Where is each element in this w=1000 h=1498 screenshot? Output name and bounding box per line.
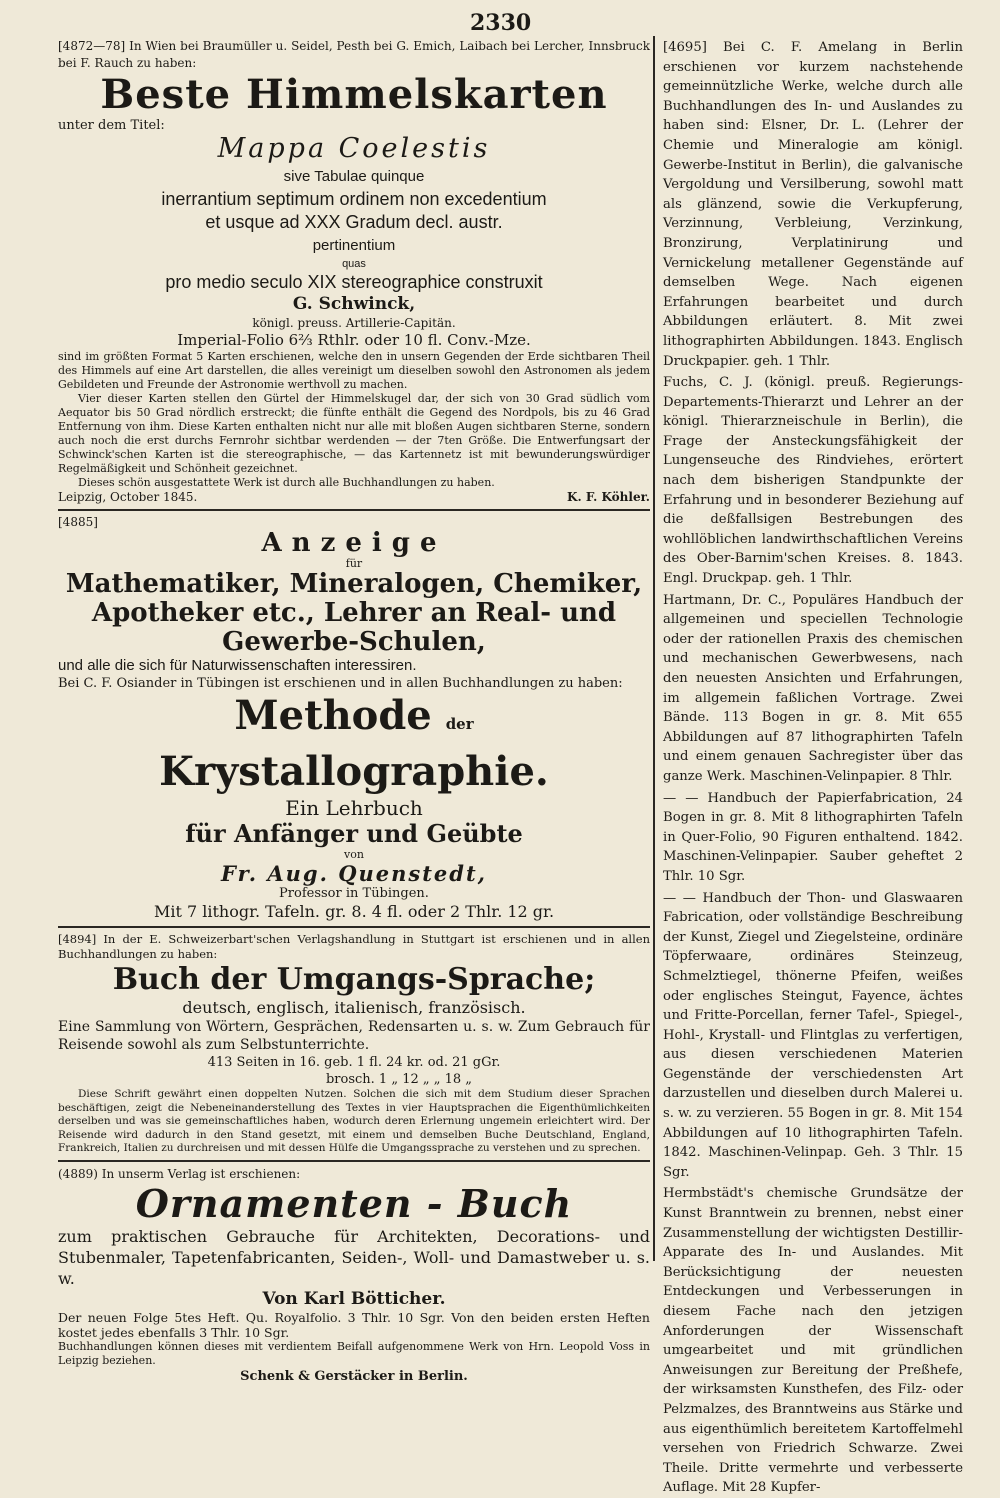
book-title-part: Krystallographie. [159,748,549,795]
ad-himmelskarten [58,38,650,505]
book-description: zum praktischen Gebrauche für Architekten, Decorations- und Stubenmaler, Tapetenfabricanten, Seiden-, Woll- und Damastweber u. s. w. [58,1226,650,1288]
ad-audience: Gewerbe-Schulen, [222,627,486,657]
listing-hartmann: Hartmann, Dr. C., Populäres Handbuch der allgemeinen und speciellen Technologie oder der rationellen Praxis des chemischen und mechanischen Gewerbwesens, nach den neuesten Ansichten und Erfahrungen, im allgemein faßlichen Vortrage. Zwei Bände. 113 Bogen in gr. 8. Mit 655 Abbildungen auf 87 lithographirten Tafeln und einem genauen Sachregister über das ganze Werk. Maschinen-Velinpapier. 8 Thlr. [663,592,963,784]
ad-audience-note: und alle die sich für Naturwissenschaften interessiren. [58,657,417,674]
ad-ref: [4872—78] [58,39,126,53]
ad-line: pro medio seculo XIX stereographice construxit [165,272,543,292]
ad-intro: In der E. Schweizerbart'schen Verlagshandlung in Stuttgart ist erschienen und in allen Buchhandlungen zu haben: [58,932,651,961]
ad-fuer: für [345,557,363,570]
book-price: 413 Seiten in 16. geb. 1 fl. 24 kr. od. 21 gGr. [207,1055,501,1070]
ad-ref: [4894] [58,932,97,946]
listing-fuchs: Fuchs, C. J. (königl. preuß. Regierungs-Departements-Thierarzt und Lehrer an der königl. Thierarzneischule in Berlin), die Frage der Ansteckungsfähigkeit der Lungenseuche des Rindviehes, erörtert nach dem bisherigen Standpunkte der Erfahrung und in besonderer Beziehung auf die deßfallsigen Bestrebungen des wohllöblichen landwirthschaftlichen Vereins des Ober-Barnim'schen Kreises. 8. 1843. Engl. Druckpap. geh. 1 Thlr. [663,375,963,587]
book-price: brosch. 1 „ 12 „ „ 18 „ [325,1072,473,1087]
ad-price: Imperial-Folio 6⅔ Rthlr. oder 10 fl. Conv.-Mze. [177,331,531,349]
listing-papierfabrication: — — Handbuch der Papierfabrication, 24 Bogen in gr. 8. Mit 8 lithographirten Tafeln in Quer-Folio, 90 Figuren enthaltend. 1842. Maschinen-Velinpapier. Sauber geheftet 2 Thlr. 10 Sgr. [663,790,963,884]
ad-author: G. Schwinck, [292,294,416,314]
listing-hermbstaedt: Hermbstädt's chemische Grundsätze der Kunst Branntwein zu brennen, nebst einer Zusammenstellung der wichtigsten Destillir-Apparate des In- und Auslandes. Mit Berücksichtigung der neuesten Entdeckungen und Verbesserungen in diesem Fache nach den jetzigen Anforderungen der Wissenschaft umgearbeitet und mit gründlichen Anweisungen zur Bereitung der Preßhefe, der wirksamsten Kunsthefen, des Filz- oder Pelzmalzes, des Branntweins aus Stärke und aus eigenthümlich bereitetem Kartoffelmehl versehen von Friedrich Schwarze. Zwei Theile. Dritte vermehrte und verbesserte Auflage. Mit 28 Kupfer- [663,1186,963,1496]
book-title-der: der [445,715,474,733]
book-subtitle: Ein Lehrbuch [285,796,423,820]
book-subtitle: für Anfänger und Geübte [185,819,523,848]
book-author: Von Karl Bötticher. [262,1288,446,1309]
ad-line: sive Tabulae quinque [283,168,425,185]
book-von: von [344,848,364,861]
column-divider [653,36,655,1261]
ad-line: inerrantium septimum ordinem non excedentium [161,189,547,209]
ad-body: Buchhandlungen können dieses mit verdientem Beifall aufgenommene Werk von Hrn. Leopold Voss in Leipzig beziehen. [58,1339,650,1367]
ad-rank: königl. preuss. Artillerie-Capitän. [252,316,456,330]
ad-audience: Mathematiker, Mineralogen, Chemiker, [65,569,643,599]
book-description: Eine Sammlung von Wörtern, Gesprächen, Redensarten u. s. w. Zum Gebrauch für Reisende sowohl als zum Selbstunterrichte. [58,1019,650,1053]
ad-publisher: K. F. Köhler. [567,490,650,504]
ad-headline: Beste Himmelskarten [100,71,608,118]
ad-body: Diese Schrift gewährt einen doppelten Nutzen. Solchen die sich mit dem Studium dieser Sprachen beschäftigen, zeigt die Nebeneinanderstellung des Textes in vier Hauptsprachen die Eigenthümlichkeiten derselben und was sie gemeinschaftliches haben, wodurch deren Erlernung ungemein erleichtert wird. Der Reisende wird dadurch in den Stand gesetzt, mit einem und demselben Buche Deutschland, England, Frankreich, Italien zu durchreisen und mit dessen Hülfe die Umgangssprache zu verstehen und zu sprechen. [58,1088,650,1154]
ad-place-date: Leipzig, October 1845. [58,490,198,504]
ad-divider [58,926,650,928]
ad-umgangssprache [58,932,650,1156]
ad-ornamenten [58,1166,650,1385]
page-number: 2330 [470,10,532,36]
book-price: Mit 7 lithogr. Tafeln. gr. 8. 4 fl. oder 2 Thlr. 12 gr. [153,902,555,921]
ad-ref: [4885] [58,515,98,529]
ad-publisher: Schenk & Gerstäcker in Berlin. [240,1368,468,1384]
ad-title: Mappa Coelestis [217,133,491,164]
ad-headline: Anzeige [261,528,447,558]
book-author: Fr. Aug. Quenstedt, [221,861,487,886]
ad-body: Dieses schön ausgestattete Werk ist durch alle Buchhandlungen zu haben. [78,476,495,489]
listing-glaswaaren: — — Handbuch der Thon- und Glaswaaren Fabrication, oder vollständige Beschreibung der Kunst, Ziegel und Ziegelsteine, ordinäre Töpferwaare, ordinäres Steinzeug, Schmelztiegel, thönerne Pfeifen, weißes oder englisches Steingut, Fayence, ächtes und Fritte-Porcellan, ferner Tafel-, Spiegel-, Hohl-, Krystall- und Flintglas zu verfertigen, aus diesen verschiedenen Materien Gegenstände der verschiedensten Art darzustellen und dieselben durch Malerei u. s. w. zu verzieren. 55 Bogen in gr. 8. Mit 154 Abbildungen auf 10 lithographirten Tafeln. 1842. Maschinen-Velinpap. Geh. 3 Thlr. 15 Sgr. [663,890,963,1180]
ad-subtitle-label: unter dem Titel: [58,118,165,133]
ad-ref: (4889) [58,1166,98,1181]
book-title: Buch der Umgangs-Sprache; [112,962,596,997]
ad-divider [58,509,650,511]
ad-body: Der neuen Folge 5tes Heft. Qu. Royalfolio. 3 Thlr. 10 Sgr. Von den beiden ersten Heften kostet jedes ebenfalls 3 Thlr. 10 Sgr. [58,1309,650,1340]
ad-intro: In unserm Verlag ist erschienen: [101,1166,301,1181]
ad-body: Vier dieser Karten stellen den Gürtel der Himmelskugel dar, der sich von 30 Grad südlich vom Aequator bis 50 Grad nördlich erstreckt; die fünfte enthält die Gegend des Nordpols, bis zu 46 Grad Entfernung von ihm. Diese Karten enthalten nicht nur alle mit bloßen Augen sichtbaren Sterne, sondern auch noch die erst durchs Fernrohr sichtbar werdenden — der 7ten Größe. Die Entwerfungsart der Schwinck'schen Karten ist die stereographische, — das Kartennetz ist mit bewunderungswürdiger Regelmäßigkeit und Schönheit gezeichnet. [58,392,650,475]
ad-intro: Bei C. F. Osiander in Tübingen ist erschienen und in allen Buchhandlungen zu haben: [58,676,623,691]
book-title-part: Methode [234,692,432,739]
book-languages: deutsch, englisch, italienisch, französisch. [182,998,526,1017]
listing-elsner: [4695] Bei C. F. Amelang in Berlin erschienen vor kurzem nachstehende gemeinnützliche Werke, welche durch alle Buchhandlungen des In- und Auslandes zu haben sind: Elsner, Dr. L. (Lehrer der Chemie und Mineralogie am königl. Gewerbe-Institut in Berlin), die galvanische Vergoldung und Versilberung, sowohl matt als glänzend, sowie die Verkupferung, Verzinnung, Verbleiung, Verzinkung, Bronzirung, Verplatinirung und Vernickelung metallener Gegenstände auf demselben Wege. Nach eigenen Erfahrungen bearbeitet und durch Abbildungen erläutert. 8. Mit zwei lithographirten Abbildungen. 1843. Englisch Druckpapier. geh. 1 Thlr. [663,40,963,369]
book-title: Ornamenten - Buch [135,1180,573,1226]
ad-divider [58,1160,650,1162]
ad-line: pertinentium [312,237,396,254]
left-column [58,38,650,1385]
ad-audience: Apotheker etc., Lehrer an Real- und [91,598,617,628]
ad-intro: In Wien bei Braumüller u. Seidel, Pesth bei G. Emich, Laibach bei Lercher, Innsbruck bei F. Rauch zu haben: [58,39,650,70]
book-author-role: Professor in Tübingen. [279,886,429,901]
right-column [663,38,963,1498]
ad-body: sind im größten Format 5 Karten erschienen, welche den in unsern Gegenden der Erde sichtbaren Theil des Himmels auf eine Art darstellen, die alles vereinigt um dieselben sowohl den Astronomen als jedem Gebildeten und Freunde der Astronomie werthvoll zu machen. [58,350,650,391]
ad-line: quas [342,258,366,270]
ad-krystallographie [58,515,650,922]
ad-line: et usque ad XXX Gradum decl. austr. [205,212,503,232]
